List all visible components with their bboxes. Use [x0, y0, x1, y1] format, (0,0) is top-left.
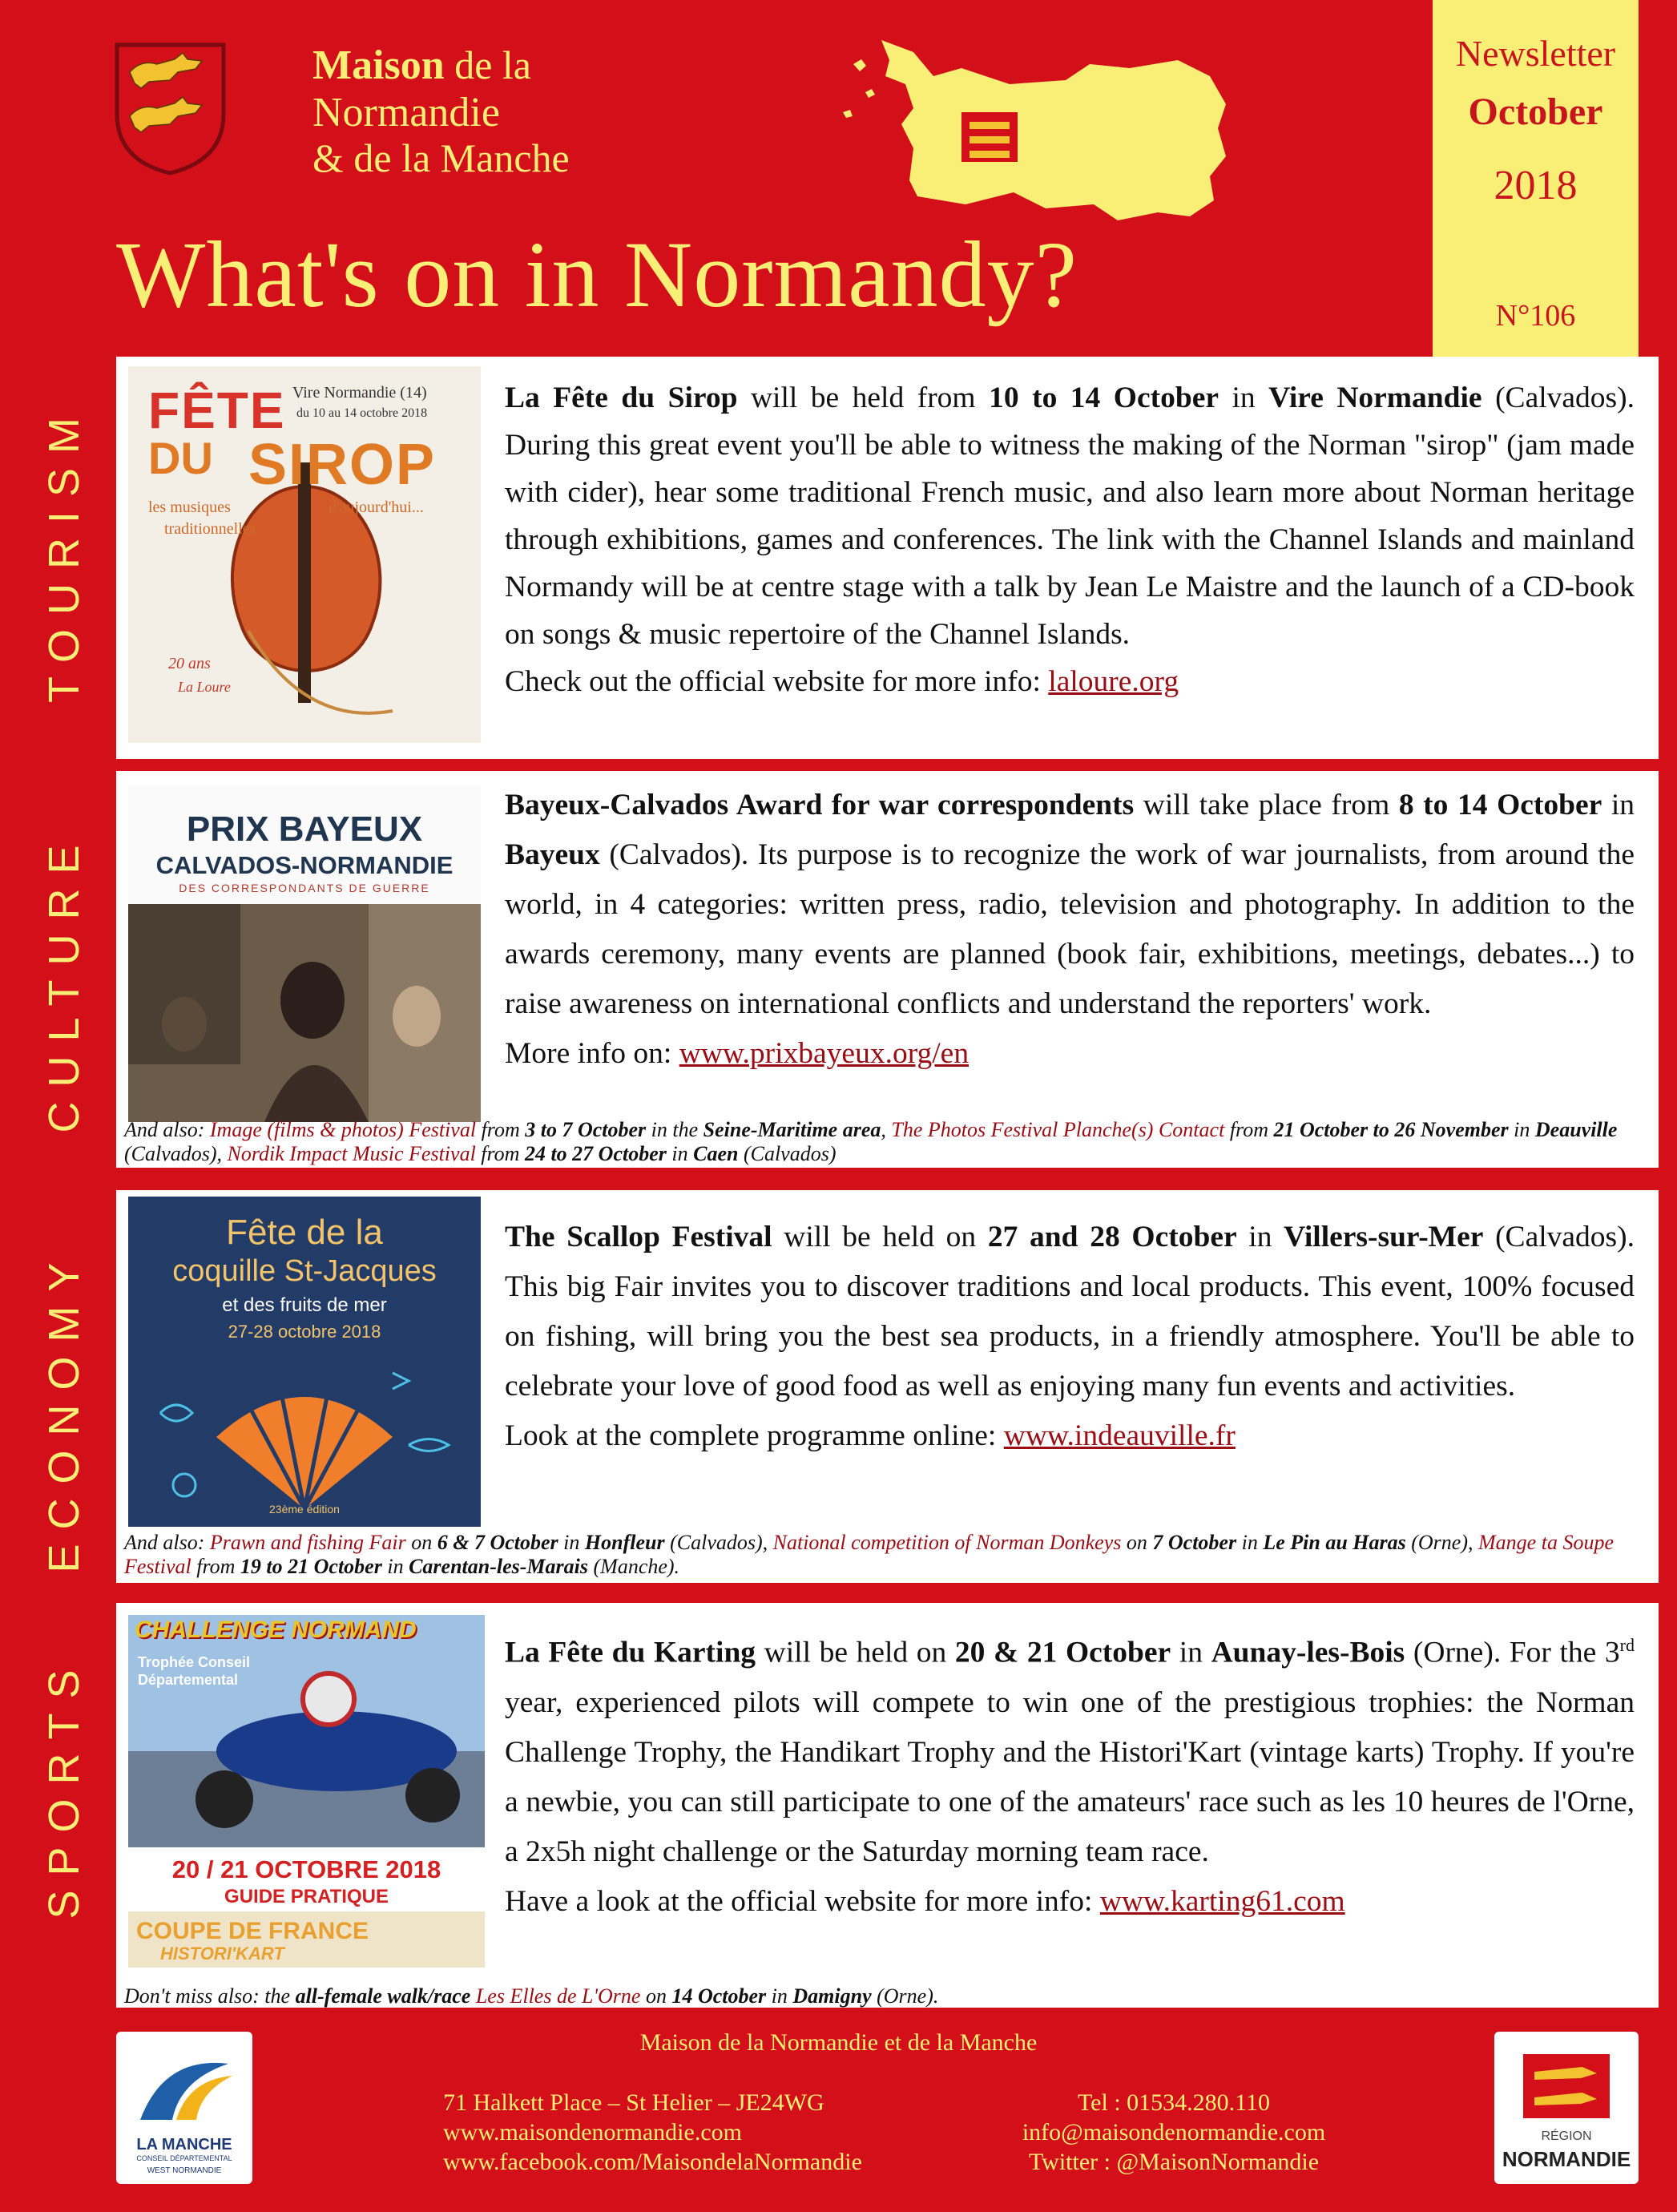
economy-text-seg: (Calvados). This big Fair invites you to discover traditions and local products. This event, 100% focused on fishing, will bring you the best sea products, in a friendly atmosphere. You'll be able to celebrate your love of good food as well as enjoying many fun events and activities.	[505, 1221, 1635, 1403]
note-text: (Calvados),	[124, 1142, 228, 1165]
la-manche-logo-text3: WEST NORMANDIE	[147, 2166, 222, 2175]
note-place: Damigny	[792, 1984, 872, 2008]
culture-text-seg: in	[1602, 789, 1635, 821]
footer-facebook[interactable]: www.facebook.com/MaisondelaNormandie	[443, 2149, 862, 2175]
la-manche-logo-mark	[132, 2048, 236, 2128]
culture-event-dates: 8 to 14 October	[1398, 789, 1602, 821]
prix-bayeux-poster[interactable]	[128, 785, 481, 1122]
note-date: 3 to 7 October	[525, 1118, 647, 1141]
note-event-link[interactable]: The Photos Festival Planche(s) Contact	[891, 1118, 1225, 1141]
tourism-event-dates: 10 to 14 October	[989, 381, 1219, 414]
newsletter-number: N°106	[1495, 299, 1576, 333]
note-text: in	[766, 1984, 793, 2008]
note-text: (Orne).	[871, 1984, 939, 2008]
note-event-link[interactable]: Mange ta Soupe Festival	[124, 1531, 1614, 1578]
economy-link-prefix: Look at the complete programme online:	[505, 1419, 1004, 1452]
tourism-text	[505, 374, 1635, 705]
tourism-text-seg: in	[1218, 381, 1269, 414]
footer-tel: Tel : 01534.280.110	[1077, 2089, 1271, 2116]
economy-event-name: The Scallop Festival	[505, 1221, 772, 1253]
sirop-poster-assoc: 20 ans	[168, 655, 211, 672]
note-date: 14 October	[671, 1984, 767, 2008]
footer-title: Maison de la Normandie et de la Manche	[639, 2029, 1038, 2056]
footer-email[interactable]: info@maisondenormandie.com	[1022, 2119, 1326, 2145]
sports-description	[505, 1621, 1635, 1877]
newsletter-box	[1433, 0, 1639, 359]
culture-description	[505, 781, 1635, 1029]
sirop-poster-du: DU	[148, 433, 213, 483]
note-event-link[interactable]: Prawn and fishing Fair	[209, 1531, 406, 1554]
page-headline: What's on in Normandy?	[116, 222, 1078, 327]
bayeux-poster-line3: DES CORRESPONDANTS DE GUERRE	[179, 882, 430, 894]
org-name-line1	[312, 42, 531, 89]
economy-description	[505, 1213, 1635, 1411]
sirop-poster-dates: du 10 au 14 octobre 2018	[296, 406, 428, 420]
region-normandie-logo-text2: NORMANDIE	[1502, 2147, 1631, 2171]
culture-link-prefix: More info on:	[505, 1037, 679, 1070]
scallop-poster-line3: et des fruits de mer	[222, 1294, 387, 1316]
sports-text-seg: in	[1171, 1636, 1211, 1669]
karting-poster-line3: 20 / 21 OCTOBRE 2018	[171, 1855, 441, 1883]
bayeux-poster-photo	[128, 904, 481, 1122]
tourism-link-line	[505, 658, 1635, 705]
tourism-description	[505, 374, 1635, 658]
karting-poster-line1: CHALLENGE NORMAND	[135, 1617, 417, 1643]
culture-panel	[116, 771, 1659, 1168]
sirop-poster-assoc2: La Loure	[178, 679, 231, 695]
region-normandie-logo[interactable]	[1494, 2032, 1639, 2184]
sports-link-prefix: Have a look at the official website for more info:	[505, 1884, 1100, 1918]
newsletter-year: 2018	[1494, 163, 1578, 208]
karting-poster-line4: GUIDE PRATIQUE	[224, 1886, 389, 1907]
footer-address: 71 Halkett Place – St Helier – JE24WG	[443, 2089, 824, 2116]
sports-link-line	[505, 1877, 1635, 1927]
fete-du-sirop-poster[interactable]	[128, 366, 481, 743]
region-normandie-logo-mark	[1517, 2048, 1616, 2124]
note-text: on	[405, 1531, 437, 1554]
note-emphasis: all-female walk/race	[295, 1984, 471, 2008]
note-text: in	[666, 1142, 694, 1165]
note-event-link[interactable]: Les Elles de L'Orne	[475, 1984, 641, 2008]
scallop-poster-line2: coquille St-Jacques	[172, 1254, 437, 1288]
note-text: in	[558, 1531, 585, 1554]
note-place: Seine-Maritime area	[703, 1118, 881, 1141]
tourism-event-name: La Fête du Sirop	[505, 381, 738, 414]
region-normandie-logo-text1: RÉGION	[1541, 2129, 1592, 2143]
culture-website-link[interactable]: www.prixbayeux.org/en	[679, 1037, 970, 1070]
tourism-event-place: Vire Normandie	[1268, 381, 1482, 414]
culture-link-line	[505, 1029, 1635, 1079]
org-name-de-la: de la	[454, 42, 531, 87]
culture-event-place: Bayeux	[505, 838, 600, 871]
sports-text-seg: year, experienced pilots will compete to win one of the prestigious trophies: the Norman Challenge Trophy, the Handikart Trophy and the Histori'Kart (vintage karts) Trophy. If you're a newbie, you can still participate to one of the amateurs' race such as les 10 heures de l'Orne, a 2x5h night challenge or the Saturday morning team race.	[505, 1685, 1635, 1868]
economy-link-line	[505, 1411, 1635, 1461]
note-text: And also:	[124, 1531, 210, 1554]
sirop-poster-place: Vire Normandie (14)	[292, 384, 427, 402]
culture-event-name: Bayeux-Calvados Award for war correspondents	[505, 789, 1135, 821]
note-text: in	[381, 1555, 409, 1578]
note-text: on	[640, 1984, 672, 2008]
sports-ordinal-sup: rd	[1619, 1635, 1635, 1655]
note-place: Carentan-les-Marais	[409, 1555, 588, 1578]
note-event-link[interactable]: Nordik Impact Music Festival	[227, 1142, 476, 1165]
tourism-panel	[116, 357, 1659, 759]
note-place: Caen	[693, 1142, 739, 1165]
economy-event-place: Villers-sur-Mer	[1284, 1221, 1484, 1253]
economy-text-seg: in	[1236, 1221, 1284, 1253]
tourism-text-seg: will be held from	[737, 381, 990, 414]
newsletter-label: Newsletter	[1455, 33, 1616, 74]
economy-panel	[116, 1190, 1659, 1583]
note-text: (Orne),	[1405, 1531, 1479, 1554]
scallop-poster-line1: Fête de la	[226, 1213, 383, 1252]
note-date: 21 October to 26 November	[1273, 1118, 1509, 1141]
economy-website-link[interactable]: www.indeauville.fr	[1003, 1419, 1236, 1452]
note-text: on	[1121, 1531, 1153, 1554]
normandy-map	[833, 16, 1314, 232]
tourism-website-link[interactable]: laloure.org	[1048, 665, 1179, 698]
sports-event-name: La Fête du Karting	[505, 1636, 756, 1669]
economy-text-seg: will be held on	[772, 1221, 988, 1253]
culture-text	[505, 781, 1635, 1079]
note-place: Le Pin au Haras	[1263, 1531, 1406, 1554]
org-name-maison: Maison	[312, 42, 445, 88]
note-text: from	[1224, 1118, 1274, 1141]
karting-poster-line5: COUPE DE FRANCE	[136, 1918, 369, 1944]
footer-right-block	[986, 2088, 1362, 2177]
sports-website-link[interactable]: www.karting61.com	[1099, 1884, 1345, 1918]
scallop-poster-edition: 23ème édition	[269, 1503, 340, 1516]
culture-text-seg: (Calvados). Its purpose is to recognize the work of war journalists, from around the world, in 4 categories: written press, radio, television and photography. In addition to the awards ceremony, many events are planned (book fair, exhibitions, meetings, debates...) to raise awareness on international conflicts and understand the reporters' work.	[505, 838, 1635, 1020]
sirop-poster-fete: FÊTE	[148, 381, 286, 439]
sirop-poster-sub3: d'aujourd'hui...	[329, 499, 424, 516]
note-text: (Calvados),	[664, 1531, 773, 1554]
sports-event-place: Aunay-les-Bois	[1211, 1636, 1405, 1669]
note-text: in the	[646, 1118, 703, 1141]
sirop-poster-sirop: SIROP	[248, 433, 437, 497]
karting-poster[interactable]	[128, 1615, 485, 1968]
karting-poster-line6: HISTORI'KART	[160, 1944, 284, 1964]
scallop-poster-line4: 27-28 octobre 2018	[228, 1322, 381, 1342]
footer-website[interactable]: www.maisondenormandie.com	[443, 2119, 742, 2145]
sirop-poster-sub1: les musiques	[148, 499, 231, 516]
footer-twitter[interactable]: Twitter : @MaisonNormandie	[1028, 2149, 1320, 2175]
org-name-line3: & de la Manche	[312, 135, 570, 180]
note-text: (Calvados)	[738, 1142, 836, 1165]
note-text: in	[1236, 1531, 1264, 1554]
normandy-coat-of-arms	[112, 40, 228, 176]
bayeux-poster-line2: CALVADOS-NORMANDIE	[155, 851, 454, 879]
sports-event-dates: 20 & 21 October	[954, 1636, 1171, 1669]
note-text: from	[191, 1555, 240, 1578]
note-event-link[interactable]: National competition of Norman Donkeys	[772, 1531, 1122, 1554]
note-date: 6 & 7 October	[437, 1531, 558, 1554]
note-date: 7 October	[1152, 1531, 1237, 1554]
note-text: (Manche).	[588, 1555, 680, 1578]
scallop-festival-poster[interactable]	[128, 1197, 481, 1527]
side-label-economy: ECONOMY	[40, 1248, 88, 1573]
sports-panel	[116, 1603, 1659, 2008]
economy-also-note	[124, 1531, 1652, 1579]
note-place: Honfleur	[584, 1531, 665, 1554]
newsletter-month: October	[1468, 91, 1603, 133]
note-text: from	[476, 1118, 526, 1141]
sports-text-seg: (Orne). For the 3	[1405, 1636, 1620, 1669]
economy-text	[505, 1213, 1635, 1461]
note-place: Deauville	[1534, 1118, 1618, 1141]
sirop-poster-sub2: traditionnelles	[164, 520, 256, 538]
org-name-line2: Normandie	[312, 90, 500, 135]
tourism-text-seg: (Calvados). During this great event you'll be able to witness the making of the Norman "sirop" (jam made with cider), hear some traditional French music, and also learn more about Norman heritage through exhibitions, games and conferences. The link with the Channel Islands and mainland Normandy will be at centre stage with a talk by Jean Le Maistre and the launch of a CD-book on songs & music repertoire of the Channel Islands.	[505, 381, 1635, 651]
note-text: Don't miss also: the	[124, 1984, 296, 2008]
note-event-link[interactable]: Image (films & photos) Festival	[209, 1118, 477, 1141]
note-text: in	[1508, 1118, 1535, 1141]
bayeux-poster-line1: PRIX BAYEUX	[186, 809, 423, 849]
la-manche-logo-text2: CONSEIL DÉPARTEMENTAL	[136, 2154, 232, 2162]
sports-text-seg: will be held on	[756, 1636, 955, 1669]
note-text: And also:	[124, 1118, 210, 1141]
sports-also-note	[124, 1984, 1652, 2008]
side-label-tourism: TOURISM	[40, 402, 88, 704]
note-text: from	[475, 1142, 525, 1165]
la-manche-logo-text1: LA MANCHE	[136, 2136, 232, 2153]
footer-left-block	[443, 2088, 862, 2177]
note-date: 24 to 27 October	[524, 1142, 667, 1165]
culture-also-note	[124, 1118, 1652, 1166]
tourism-link-prefix: Check out the official website for more info:	[505, 665, 1049, 698]
note-text: ,	[881, 1118, 892, 1141]
economy-event-dates: 27 and 28 October	[987, 1221, 1237, 1253]
note-date: 19 to 21 October	[240, 1555, 382, 1578]
karting-poster-line2: Trophée Conseil Départemental	[138, 1654, 251, 1688]
scallop-shell-art	[128, 1349, 481, 1527]
side-label-culture: CULTURE	[40, 830, 88, 1133]
culture-text-seg: will take place from	[1134, 789, 1399, 821]
side-label-sports: SPORTS	[40, 1655, 88, 1919]
sports-text	[505, 1621, 1635, 1927]
